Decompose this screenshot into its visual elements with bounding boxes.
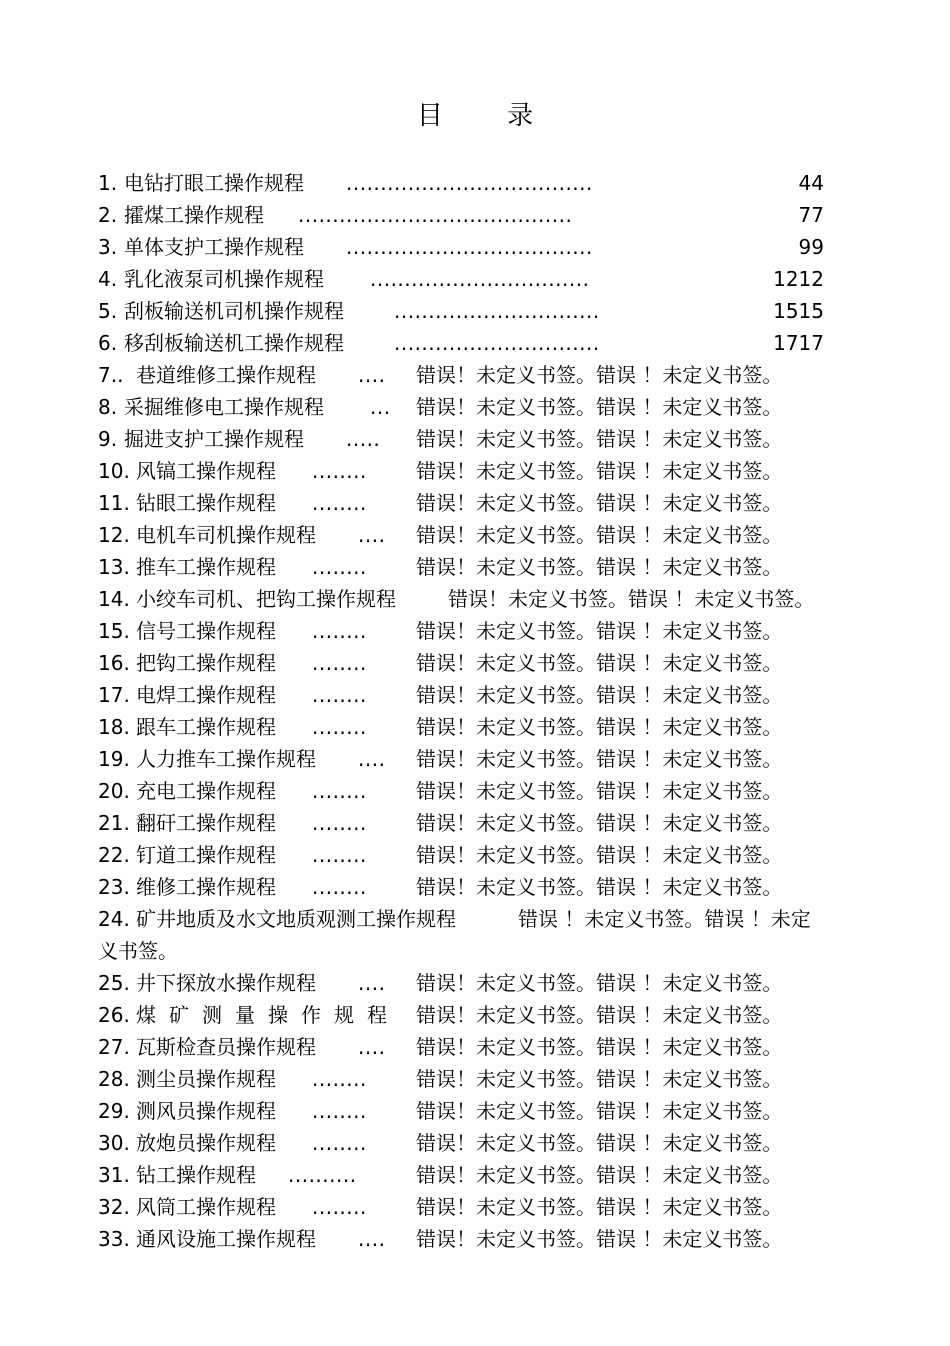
toc-entry-bookmark-error: 错误！未定义书签。错误 ！未定义书签。	[416, 395, 783, 419]
toc-entry-title: 信号工操作规程	[136, 619, 276, 643]
toc-entry-leader-dots: ........	[312, 555, 367, 579]
toc-entry-leader-dots: .....	[346, 427, 381, 451]
toc-entry-page-number: 1717	[773, 331, 824, 355]
toc-entry-number: 14.	[98, 587, 130, 611]
toc-entry-title: 人力推车工操作规程	[136, 747, 316, 771]
toc-entry-bookmark-error: 错误！未定义书签。错误 ！未定义书签。	[416, 1003, 783, 1027]
toc-entry-title: 风筒工操作规程	[136, 1195, 276, 1219]
toc-entry-number: 29.	[98, 1099, 130, 1123]
toc-entry[interactable]	[98, 903, 858, 967]
toc-entry-leader-dots: ...	[370, 395, 391, 419]
toc-entry-continuation: 义书签。	[98, 939, 178, 963]
toc-entry-number: 11.	[98, 491, 130, 515]
toc-entry[interactable]	[98, 839, 858, 871]
toc-entry-bookmark-error: 错误！未定义书签。错误 ！未定义书签。	[416, 363, 783, 387]
toc-entry-title: 瓦斯检查员操作规程	[136, 1035, 316, 1059]
toc-entry[interactable]	[98, 455, 858, 487]
toc-entry-bookmark-error: 错误！未定义书签。错误 ！未定义书签。	[416, 523, 783, 547]
toc-entry[interactable]	[98, 1063, 858, 1095]
page-title: 目 录	[416, 101, 562, 131]
toc-entry-bookmark-error: 错误！未定义书签。错误 ！未定义书签。	[416, 1195, 783, 1219]
toc-entry-leader-dots: ........	[312, 1099, 367, 1123]
toc-entry-number: 7..	[98, 363, 124, 387]
toc-entry[interactable]	[98, 519, 858, 551]
toc-entry-title: 矿井地质及水文地质观测工操作规程	[136, 907, 456, 931]
toc-entry-leader-dots: ....	[358, 1035, 386, 1059]
toc-entry-leader-dots: ........	[312, 1067, 367, 1091]
toc-entry[interactable]	[98, 871, 858, 903]
toc-entry-title: 煤矿测量操作规程	[136, 1003, 400, 1027]
toc-entry-bookmark-error: 错误！未定义书签。错误 ！未定义书签。	[416, 1099, 783, 1123]
toc-entry-leader-dots: ....	[358, 363, 386, 387]
toc-entry-bookmark-error: 错误！未定义书签。错误 ！未定义书签。	[416, 1227, 783, 1251]
toc-entry-number: 28.	[98, 1067, 130, 1091]
toc-entry-number: 9.	[98, 427, 118, 451]
toc-entry-bookmark-error: 错误！未定义书签。错误 ！未定义书签。	[416, 715, 783, 739]
toc-entry-bookmark-error: 错误！未定义书签。错误 ！未定义书签。	[416, 747, 783, 771]
toc-entry[interactable]	[98, 167, 858, 199]
toc-entry[interactable]	[98, 583, 858, 615]
toc-entry-title: 巷道维修工操作规程	[136, 363, 316, 387]
toc-entry-leader-dots: ................................	[370, 267, 590, 291]
toc-entry-leader-dots: ........	[312, 491, 367, 515]
toc-entry-number: 27.	[98, 1035, 130, 1059]
toc-entry-bookmark-error: 错误！未定义书签。错误 ！未定义书签。	[416, 651, 783, 675]
toc-entry-number: 31.	[98, 1163, 130, 1187]
toc-entry-number: 1.	[98, 171, 118, 195]
toc-entry-number: 13.	[98, 555, 130, 579]
toc-entry-title: 测尘员操作规程	[136, 1067, 276, 1091]
table-of-contents	[98, 167, 858, 1255]
toc-entry-title: 维修工操作规程	[136, 875, 276, 899]
toc-entry-number: 19.	[98, 747, 130, 771]
toc-entry[interactable]	[98, 551, 858, 583]
toc-entry-leader-dots: ........	[312, 843, 367, 867]
toc-entry-number: 2.	[98, 203, 118, 227]
toc-entry[interactable]	[98, 1031, 858, 1063]
toc-entry-bookmark-error: 错误！未定义书签。错误 ！未定义书签。	[416, 427, 783, 451]
toc-entry-leader-dots: ....	[358, 1227, 386, 1251]
toc-entry-number: 17.	[98, 683, 130, 707]
toc-entry-leader-dots: ....	[358, 523, 386, 547]
toc-entry-title: 跟车工操作规程	[136, 715, 276, 739]
toc-entry-number: 15.	[98, 619, 130, 643]
toc-entry[interactable]	[98, 423, 858, 455]
toc-entry-bookmark-error: 错误！未定义书签。错误 ！未定义书签。	[416, 555, 783, 579]
toc-entry-title: 掘进支护工操作规程	[124, 427, 304, 451]
toc-entry[interactable]	[98, 1159, 858, 1191]
toc-entry-leader-dots: ....................................	[346, 171, 593, 195]
toc-entry-leader-dots: ..............................	[394, 331, 600, 355]
toc-entry-title: 电机车司机操作规程	[136, 523, 316, 547]
toc-entry-bookmark-error: 错误！未定义书签。错误 ！未定义书签。	[416, 971, 783, 995]
toc-entry-leader-dots: ........	[312, 459, 367, 483]
toc-entry-title: 攉煤工操作规程	[124, 203, 264, 227]
toc-entry-title: 放炮员操作规程	[136, 1131, 276, 1155]
toc-entry-bookmark-error: 错误！未定义书签。错误 ！未定义书签。	[416, 683, 783, 707]
toc-entry-bookmark-error: 错误！未定义书签。错误 ！未定义书签。	[416, 1131, 783, 1155]
toc-entry-title: 翻矸工操作规程	[136, 811, 276, 835]
toc-entry-bookmark-error: 错误！未定义书签。错误 ！未定义书签。	[416, 619, 783, 643]
toc-entry-number: 21.	[98, 811, 130, 835]
toc-entry[interactable]	[98, 1191, 858, 1223]
toc-entry-title: 钻眼工操作规程	[136, 491, 276, 515]
toc-entry-page-number: 77	[798, 203, 824, 227]
toc-entry-number: 5.	[98, 299, 118, 323]
toc-entry-title: 钉道工操作规程	[136, 843, 276, 867]
toc-entry-leader-dots: ....	[358, 747, 386, 771]
toc-entry-number: 22.	[98, 843, 130, 867]
toc-entry[interactable]	[98, 327, 858, 359]
toc-entry-title: 钻工操作规程	[136, 1163, 256, 1187]
toc-entry-leader-dots: ........	[312, 779, 367, 803]
toc-entry[interactable]	[98, 391, 858, 423]
toc-entry-number: 24.	[98, 907, 130, 931]
toc-entry[interactable]	[98, 743, 858, 775]
toc-entry-title: 风镐工操作规程	[136, 459, 276, 483]
toc-entry-page-number: 99	[798, 235, 824, 259]
toc-entry[interactable]	[98, 1223, 858, 1255]
toc-entry-title: 充电工操作规程	[136, 779, 276, 803]
toc-entry-leader-dots: ........	[312, 875, 367, 899]
toc-entry-title: 刮板输送机司机操作规程	[124, 299, 344, 323]
toc-entry-leader-dots: ....	[358, 971, 386, 995]
toc-entry-title: 把钩工操作规程	[136, 651, 276, 675]
toc-entry[interactable]	[98, 263, 858, 295]
toc-entry-leader-dots: ........	[312, 811, 367, 835]
toc-entry-title: 采掘维修电工操作规程	[124, 395, 324, 419]
toc-entry-page-number: 1212	[773, 267, 824, 291]
toc-entry-number: 3.	[98, 235, 118, 259]
toc-entry-leader-dots: ........	[312, 651, 367, 675]
toc-entry-number: 20.	[98, 779, 130, 803]
toc-entry[interactable]	[98, 679, 858, 711]
toc-entry-leader-dots: ....................................	[346, 235, 593, 259]
toc-entry-leader-dots: ........	[312, 715, 367, 739]
toc-entry[interactable]	[98, 199, 858, 231]
toc-entry-title: 移刮板输送机工操作规程	[124, 331, 344, 355]
toc-entry[interactable]	[98, 487, 858, 519]
toc-entry[interactable]	[98, 231, 858, 263]
toc-entry-bookmark-error: 错误！未定义书签。错误 ！未定义书签。	[416, 779, 783, 803]
toc-entry[interactable]	[98, 295, 858, 327]
toc-entry-number: 12.	[98, 523, 130, 547]
toc-entry-bookmark-error: 错误！未定义书签。错误 ！未定义书签。	[416, 875, 783, 899]
toc-entry-leader-dots: ........	[312, 619, 367, 643]
toc-entry-bookmark-error: 错误 ！未定义书签。错误 ！未定	[518, 907, 811, 931]
toc-entry[interactable]	[98, 615, 858, 647]
toc-entry-title: 测风员操作规程	[136, 1099, 276, 1123]
toc-entry-number: 16.	[98, 651, 130, 675]
toc-entry-number: 23.	[98, 875, 130, 899]
toc-entry-bookmark-error: 错误！未定义书签。错误 ！未定义书签。	[416, 459, 783, 483]
toc-entry[interactable]	[98, 359, 858, 391]
toc-entry-title: 井下探放水操作规程	[136, 971, 316, 995]
toc-entry-leader-dots: ........	[312, 1131, 367, 1155]
toc-entry-leader-dots: ..........	[288, 1163, 357, 1187]
toc-entry-leader-dots: ........	[312, 1195, 367, 1219]
toc-entry-page-number: 44	[798, 171, 824, 195]
toc-entry-number: 30.	[98, 1131, 130, 1155]
toc-entry-number: 32.	[98, 1195, 130, 1219]
toc-entry-number: 4.	[98, 267, 118, 291]
toc-entry-number: 10.	[98, 459, 130, 483]
toc-entry-title: 电钻打眼工操作规程	[124, 171, 304, 195]
toc-entry-number: 8.	[98, 395, 118, 419]
toc-entry[interactable]	[98, 1127, 858, 1159]
toc-entry[interactable]	[98, 775, 858, 807]
toc-entry[interactable]	[98, 711, 858, 743]
toc-entry-leader-dots: ..............................	[394, 299, 600, 323]
toc-entry-title: 电焊工操作规程	[136, 683, 276, 707]
toc-entry[interactable]	[98, 999, 858, 1031]
toc-entry-title: 小绞车司机、把钩工操作规程	[136, 587, 396, 611]
toc-entry-number: 6.	[98, 331, 118, 355]
toc-entry-title: 单体支护工操作规程	[124, 235, 304, 259]
toc-entry-bookmark-error: 错误！未定义书签。错误 ！未定义书签。	[416, 1035, 783, 1059]
toc-entry[interactable]	[98, 1095, 858, 1127]
toc-entry-number: 33.	[98, 1227, 130, 1251]
toc-entry-bookmark-error: 错误！未定义书签。错误 ！未定义书签。	[416, 1067, 783, 1091]
toc-entry-leader-dots: ........................................	[298, 203, 573, 227]
toc-entry-title: 通风设施工操作规程	[136, 1227, 316, 1251]
toc-entry-page-number: 1515	[773, 299, 824, 323]
toc-entry[interactable]	[98, 967, 858, 999]
toc-entry-title: 乳化液泵司机操作规程	[124, 267, 324, 291]
toc-entry-number: 18.	[98, 715, 130, 739]
toc-entry-bookmark-error: 错误！未定义书签。错误 ！未定义书签。	[416, 811, 783, 835]
toc-entry-bookmark-error: 错误！未定义书签。错误 ！未定义书签。	[416, 1163, 783, 1187]
toc-entry-bookmark-error: 错误！未定义书签。错误 ！未定义书签。	[416, 843, 783, 867]
toc-entry-number: 26.	[98, 1003, 130, 1027]
toc-entry-number: 25.	[98, 971, 130, 995]
toc-entry-bookmark-error: 错误！未定义书签。错误 ！未定义书签。	[416, 491, 783, 515]
toc-entry[interactable]	[98, 807, 858, 839]
toc-entry-bookmark-error: 错误！未定义书签。错误 ！未定义书签。	[448, 587, 815, 611]
toc-entry-leader-dots: ........	[312, 683, 367, 707]
toc-entry[interactable]	[98, 647, 858, 679]
toc-entry-title: 推车工操作规程	[136, 555, 276, 579]
